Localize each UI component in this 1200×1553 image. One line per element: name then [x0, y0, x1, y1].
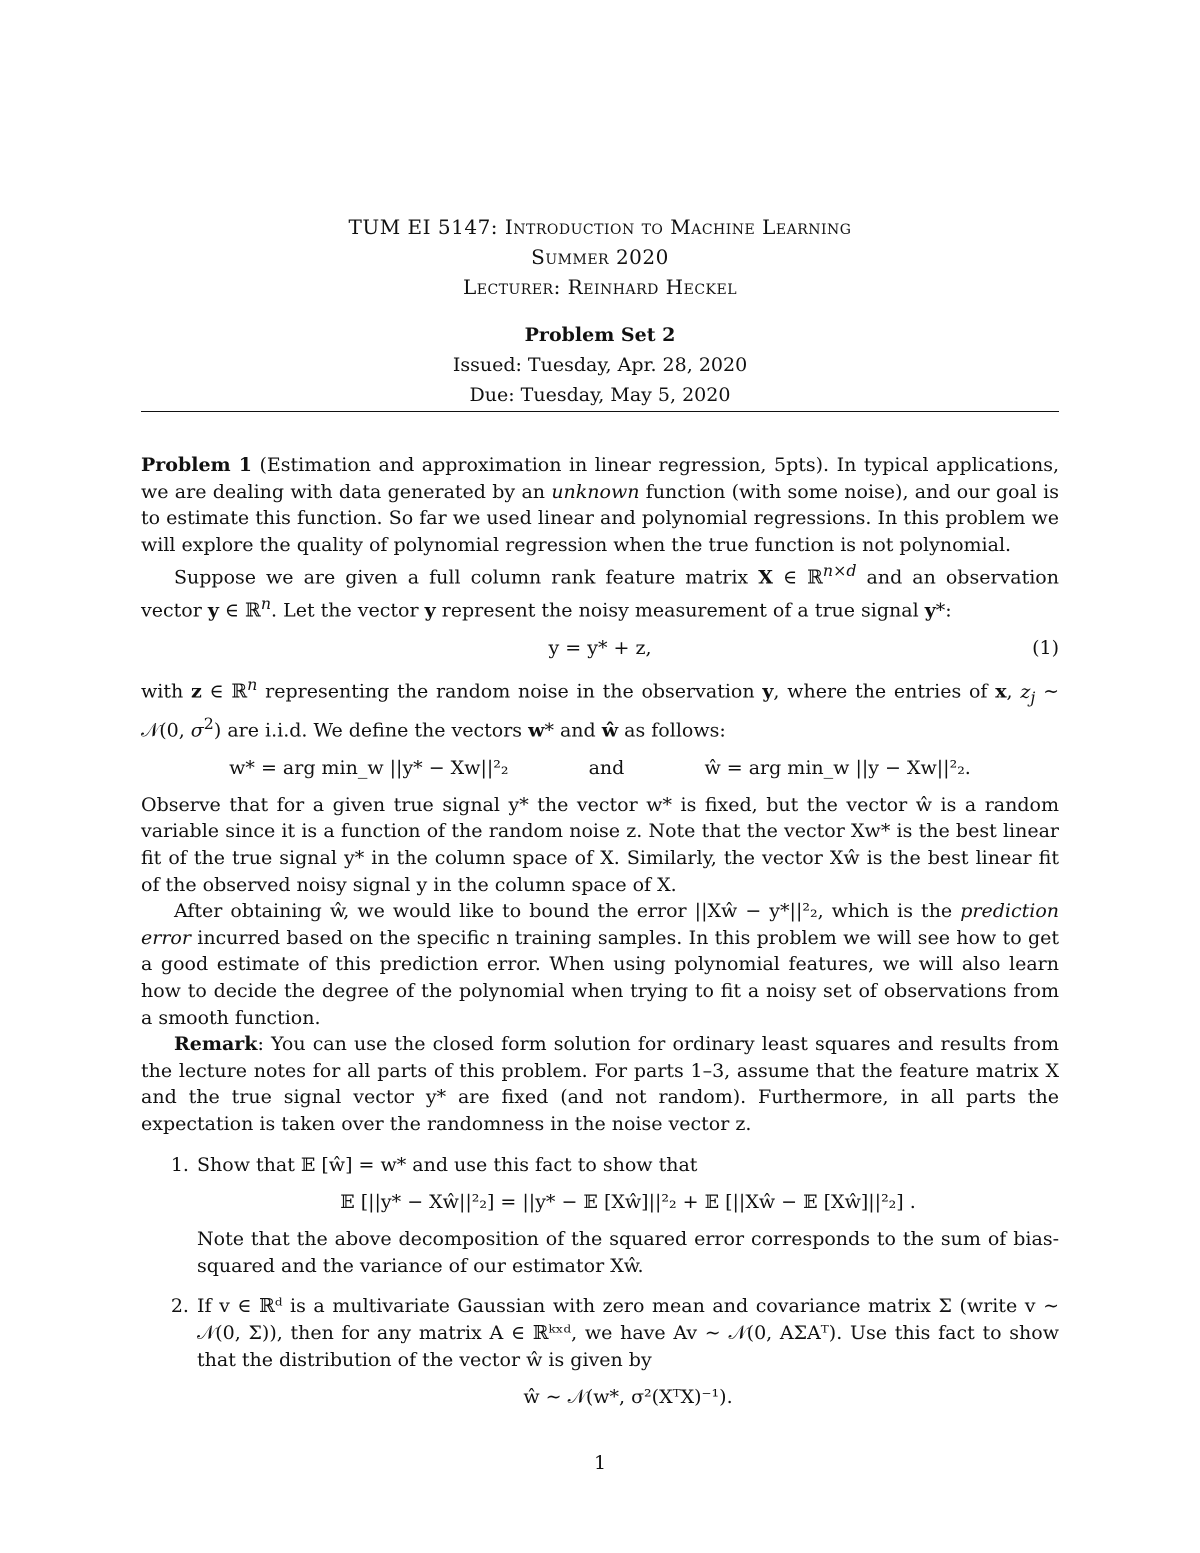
term: Summer 2020: [531, 245, 669, 269]
page-number: 1: [593, 1452, 607, 1474]
emphasis-prediction-error: prediction error: [141, 900, 1059, 949]
problem-1: [141, 452, 1059, 1426]
issued-date: Issued: Tuesday, Apr. 28, 2020: [452, 354, 748, 376]
equation-2-left: w* = arg min_w ||y* − Xw||²₂: [229, 756, 509, 779]
remark-label: Remark: [174, 1033, 258, 1056]
list-item: [195, 1152, 1059, 1280]
noise-paragraph: with z ∈ ℝ$^n$ representing the random noise in the observation y, where the entries of x, $z_j$ ∼ 𝒩(0, $\sigma^2$) are i.i.d. We define the vectors w* and ŵ as follows:: [141, 675, 1059, 742]
emphasis-unknown: unknown: [551, 480, 640, 503]
part-2-statement: 2. If v ∈ ℝᵈ is a multivariate Gaussian with zero mean and covariance matrix Σ (write v ∼ 𝒩(0, Σ)), then for any matrix A ∈ ℝᵏˣᵈ, we have Av ∼ 𝒩(0, AΣAᵀ). Use this fact to show that the distribution of the vector ŵ is given by: [197, 1295, 1059, 1371]
problem-subtitle: (Estimation and approximation in linear regression, 5pts).: [259, 454, 830, 476]
header-divider: [141, 411, 1059, 412]
setup-paragraph: Suppose we are given a full column rank feature matrix X ∈ ℝ$^{n\times d}$ and an observation vector y ∈ ℝ$^n$. Let the vector y represent the noisy measurement of a true signal y*:: [141, 561, 1059, 622]
problem-set-title: Problem Set 2: [524, 324, 676, 346]
lecturer: Lecturer: Reinhard Heckel: [462, 275, 738, 299]
equation-1: [141, 633, 1059, 663]
part-1-note: Note that the above decomposition of the squared error corresponds to the sum of bias-squared and the variance of our estimator Xŵ.: [197, 1228, 1059, 1277]
equation-1-label: (1): [1032, 637, 1059, 660]
part-1-equation: 𝔼 [||y* − Xŵ||²₂] = ||y* − 𝔼 [Xŵ]||²₂ + 𝔼 [||Xŵ − 𝔼 [Xŵ]||²₂] .: [340, 1191, 916, 1214]
part-2-equation: ŵ ∼ 𝒩(w*, σ²(XᵀX)⁻¹).: [523, 1386, 733, 1409]
due-date: Due: Tuesday, May 5, 2020: [469, 384, 731, 406]
problem-heading: Problem 1: [141, 454, 252, 476]
problem-intro: Problem 1 (Estimation and approximation in linear regression, 5pts). In typical applications, we are dealing with data generated by an unknown function (with some noise), and our goal is to estimate this function. So far we used linear and polynomial regressions. In this problem we will explore the quality of polynomial regression when the true function is not polynomial.: [141, 454, 1059, 556]
document-page: [141, 0, 1059, 1553]
equation-1-body: y = y* + z,: [548, 637, 652, 660]
remark-paragraph: Remark: You can use the closed form solution for ordinary least squares and results from the lecture notes for all parts of this problem. For parts 1–3, assume that the feature matrix X and the true signal vector y* are fixed (and not random). Furthermore, in all parts the expectation is taken over the randomness in the noise vector z.: [141, 1033, 1059, 1135]
equation-2-and: and: [588, 756, 625, 779]
course-title: TUM EI 5147: Introduction to Machine Learning: [348, 215, 852, 239]
observation-paragraph: Observe that for a given true signal y* the vector w* is fixed, but the vector ŵ is a random variable since it is a function of the random noise z. Note that the vector Xw* is the best linear fit of the true signal y* in the column space of X. Similarly, the vector Xŵ is the best linear fit of the observed noisy signal y in the column space of X.: [141, 793, 1059, 896]
equation-2: [141, 753, 1059, 783]
document-header: [141, 212, 1059, 410]
part-1-statement: 1. Show that 𝔼 [ŵ] = w* and use this fact to show that: [197, 1153, 698, 1176]
problem-parts-list: [141, 1152, 1059, 1413]
list-item: [195, 1293, 1059, 1412]
prediction-error-paragraph: After obtaining ŵ, we would like to bound the error ||Xŵ − y*||²₂, which is the prediction error incurred based on the specific n training samples. In this problem we will see how to get a good estimate of this prediction error. When using polynomial features, we will also learn how to decide the degree of the polynomial when trying to fit a noisy set of observations from a smooth function.: [141, 900, 1059, 1029]
equation-2-right: ŵ = arg min_w ||y − Xw||²₂.: [704, 756, 971, 779]
